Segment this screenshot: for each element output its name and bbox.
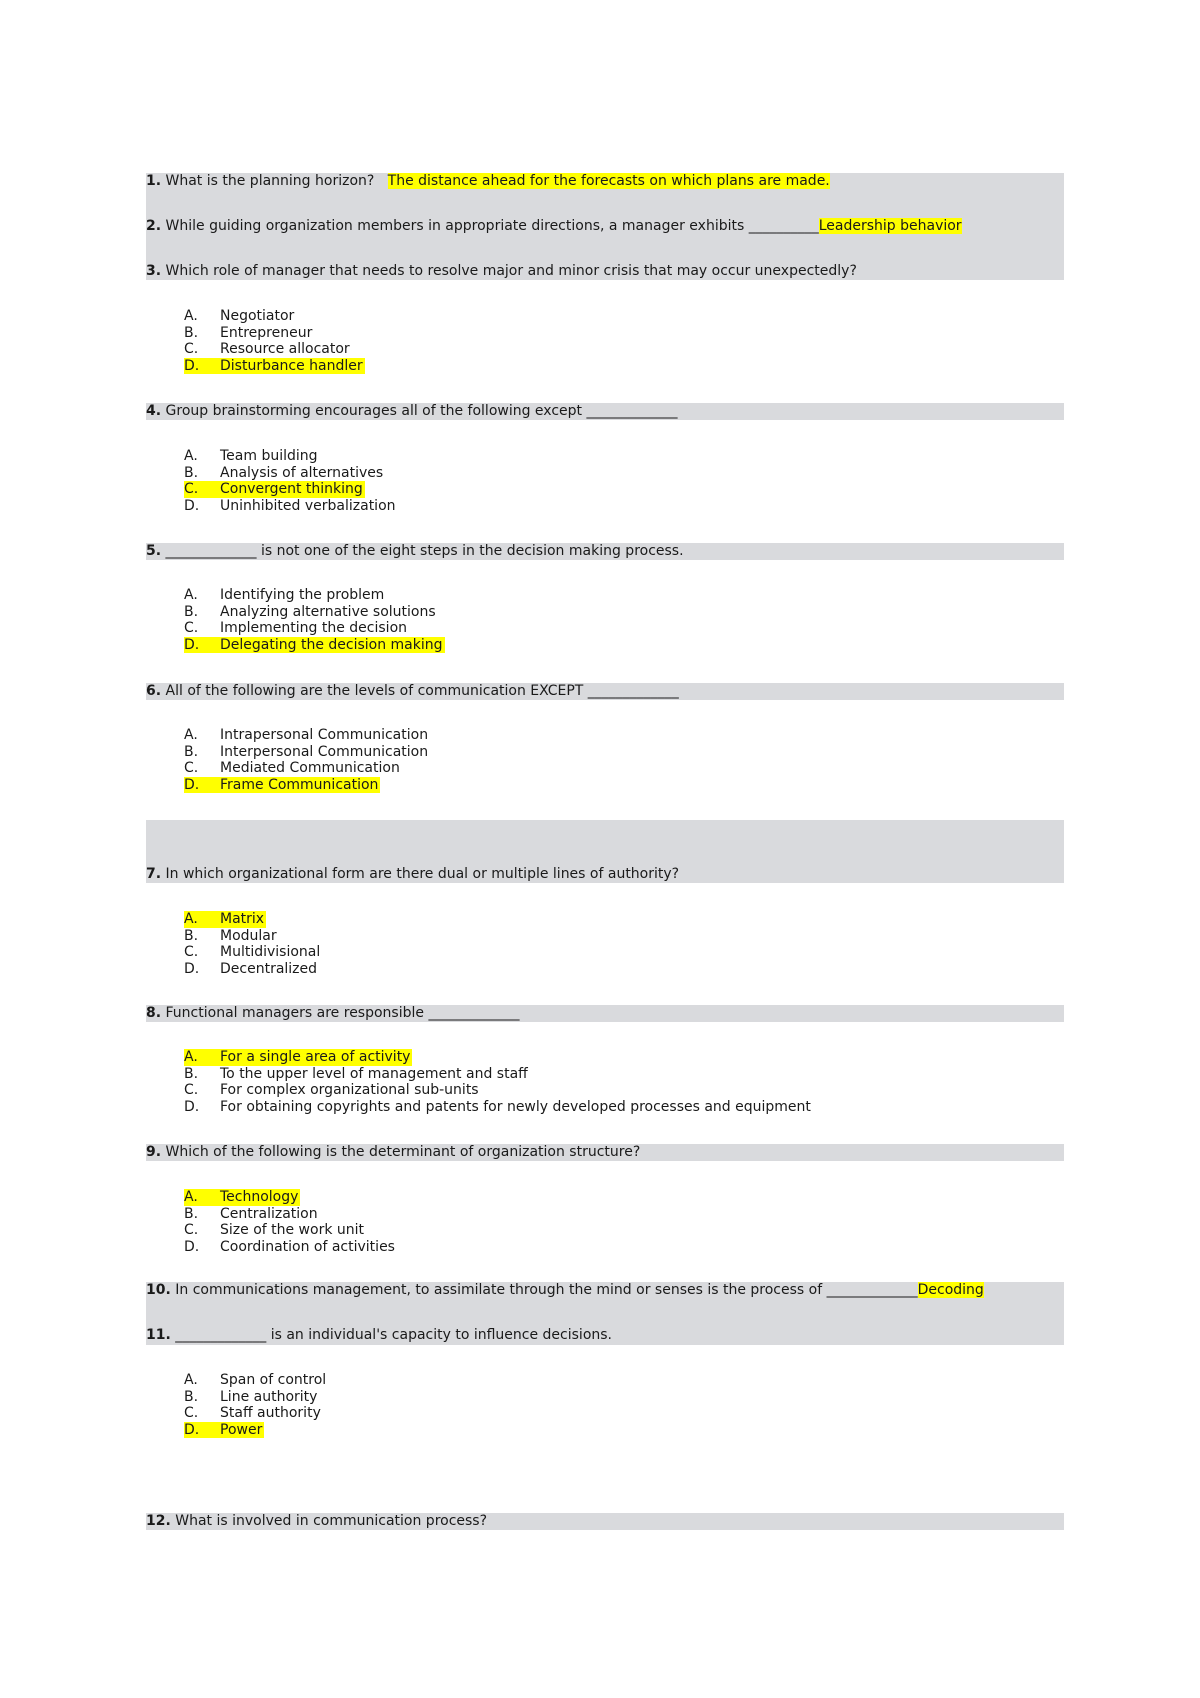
option-correct: A. For a single area of activity <box>184 1049 411 1065</box>
option: C. For complex organizational sub-units <box>184 1082 479 1098</box>
question-1 <box>146 173 1064 190</box>
option: B. Modular <box>184 927 277 944</box>
options-list <box>184 1372 326 1438</box>
question-number: 11. <box>146 1327 171 1343</box>
option: A. Intrapersonal Communication <box>184 727 429 743</box>
question-number: 6. <box>146 683 162 699</box>
option: B. Entrepreneur <box>184 324 313 341</box>
option: A. Team building <box>184 448 318 464</box>
question-number: 10. <box>146 1282 171 1298</box>
options-list <box>184 448 396 514</box>
option: C. Staff authority <box>184 1405 321 1421</box>
question-5 <box>146 543 1064 560</box>
question-text: _____________ is an individual's capacity to influence decisions. <box>175 1327 612 1343</box>
question-4 <box>146 403 1064 420</box>
options-list <box>184 587 445 653</box>
question-9 <box>146 1144 1064 1161</box>
question-text: What is the planning horizon? <box>165 173 375 189</box>
question-text: Functional managers are responsible _____________ <box>165 1005 520 1021</box>
options-list <box>184 1049 811 1115</box>
option: A. Negotiator <box>184 308 295 324</box>
question-text: Group brainstorming encourages all of the following except _____________ <box>165 403 678 419</box>
option: C. Mediated Communication <box>184 760 400 776</box>
option: D. Coordination of activities <box>184 1238 395 1255</box>
question-number: 5. <box>146 543 162 559</box>
answer-text: The distance ahead for the forecasts on which plans are made. <box>387 173 830 189</box>
option: B. Line authority <box>184 1388 318 1405</box>
answer-text: Decoding <box>917 1282 984 1298</box>
question-number: 7. <box>146 866 162 882</box>
options-list <box>184 727 428 793</box>
question-text: _____________ is not one of the eight steps in the decision making process. <box>165 543 684 559</box>
option: D. For obtaining copyrights and patents for newly developed processes and equipment <box>184 1098 811 1115</box>
option-correct: A. Matrix <box>184 911 265 927</box>
question-number: 3. <box>146 263 162 279</box>
option: C. Resource allocator <box>184 341 350 357</box>
question-11 <box>146 1327 1064 1344</box>
option-correct: C. Convergent thinking <box>184 481 363 497</box>
question-number: 4. <box>146 403 162 419</box>
answer-text: Leadership behavior <box>818 218 962 234</box>
option: A. Span of control <box>184 1372 327 1388</box>
question-8 <box>146 1005 1064 1022</box>
option: A. Identifying the problem <box>184 587 385 603</box>
option: C. Multidivisional <box>184 944 321 960</box>
option-correct: A. Technology <box>184 1189 299 1205</box>
question-2 <box>146 218 1064 235</box>
option-correct: D. Delegating the decision making <box>184 636 443 653</box>
option-correct: D. Frame Communication <box>184 776 379 793</box>
question-6 <box>146 683 1064 700</box>
question-number: 2. <box>146 218 162 234</box>
option: B. Analyzing alternative solutions <box>184 603 436 620</box>
option-correct: D. Disturbance handler <box>184 357 363 374</box>
question-3 <box>146 263 1064 280</box>
options-list <box>184 911 320 977</box>
question-10 <box>146 1282 1064 1299</box>
option: C. Size of the work unit <box>184 1222 365 1238</box>
option: B. Interpersonal Communication <box>184 743 429 760</box>
question-text: Which of the following is the determinant of organization structure? <box>165 1144 641 1160</box>
question-text: Which role of manager that needs to resolve major and minor crisis that may occur unexpectedly? <box>165 263 857 279</box>
option: D. Decentralized <box>184 960 318 977</box>
question-number: 12. <box>146 1513 171 1529</box>
option: D. Uninhibited verbalization <box>184 497 396 514</box>
question-text: All of the following are the levels of communication EXCEPT _____________ <box>165 683 679 699</box>
option: B. Analysis of alternatives <box>184 464 384 481</box>
question-text: While guiding organization members in appropriate directions, a manager exhibits __________ <box>165 218 819 234</box>
question-text: In communications management, to assimilate through the mind or senses is the process of _____________ <box>175 1282 918 1298</box>
question-number: 8. <box>146 1005 162 1021</box>
option-correct: D. Power <box>184 1421 263 1438</box>
question-number: 9. <box>146 1144 162 1160</box>
question-number: 1. <box>146 173 162 189</box>
options-list <box>184 308 365 374</box>
option: B. To the upper level of management and staff <box>184 1065 528 1082</box>
question-7 <box>146 866 1064 883</box>
question-text: In which organizational form are there dual or multiple lines of authority? <box>165 866 680 882</box>
question-12 <box>146 1513 1064 1530</box>
option: C. Implementing the decision <box>184 620 408 636</box>
question-text: What is involved in communication process? <box>175 1513 488 1529</box>
option: B. Centralization <box>184 1205 318 1222</box>
options-list <box>184 1189 395 1255</box>
